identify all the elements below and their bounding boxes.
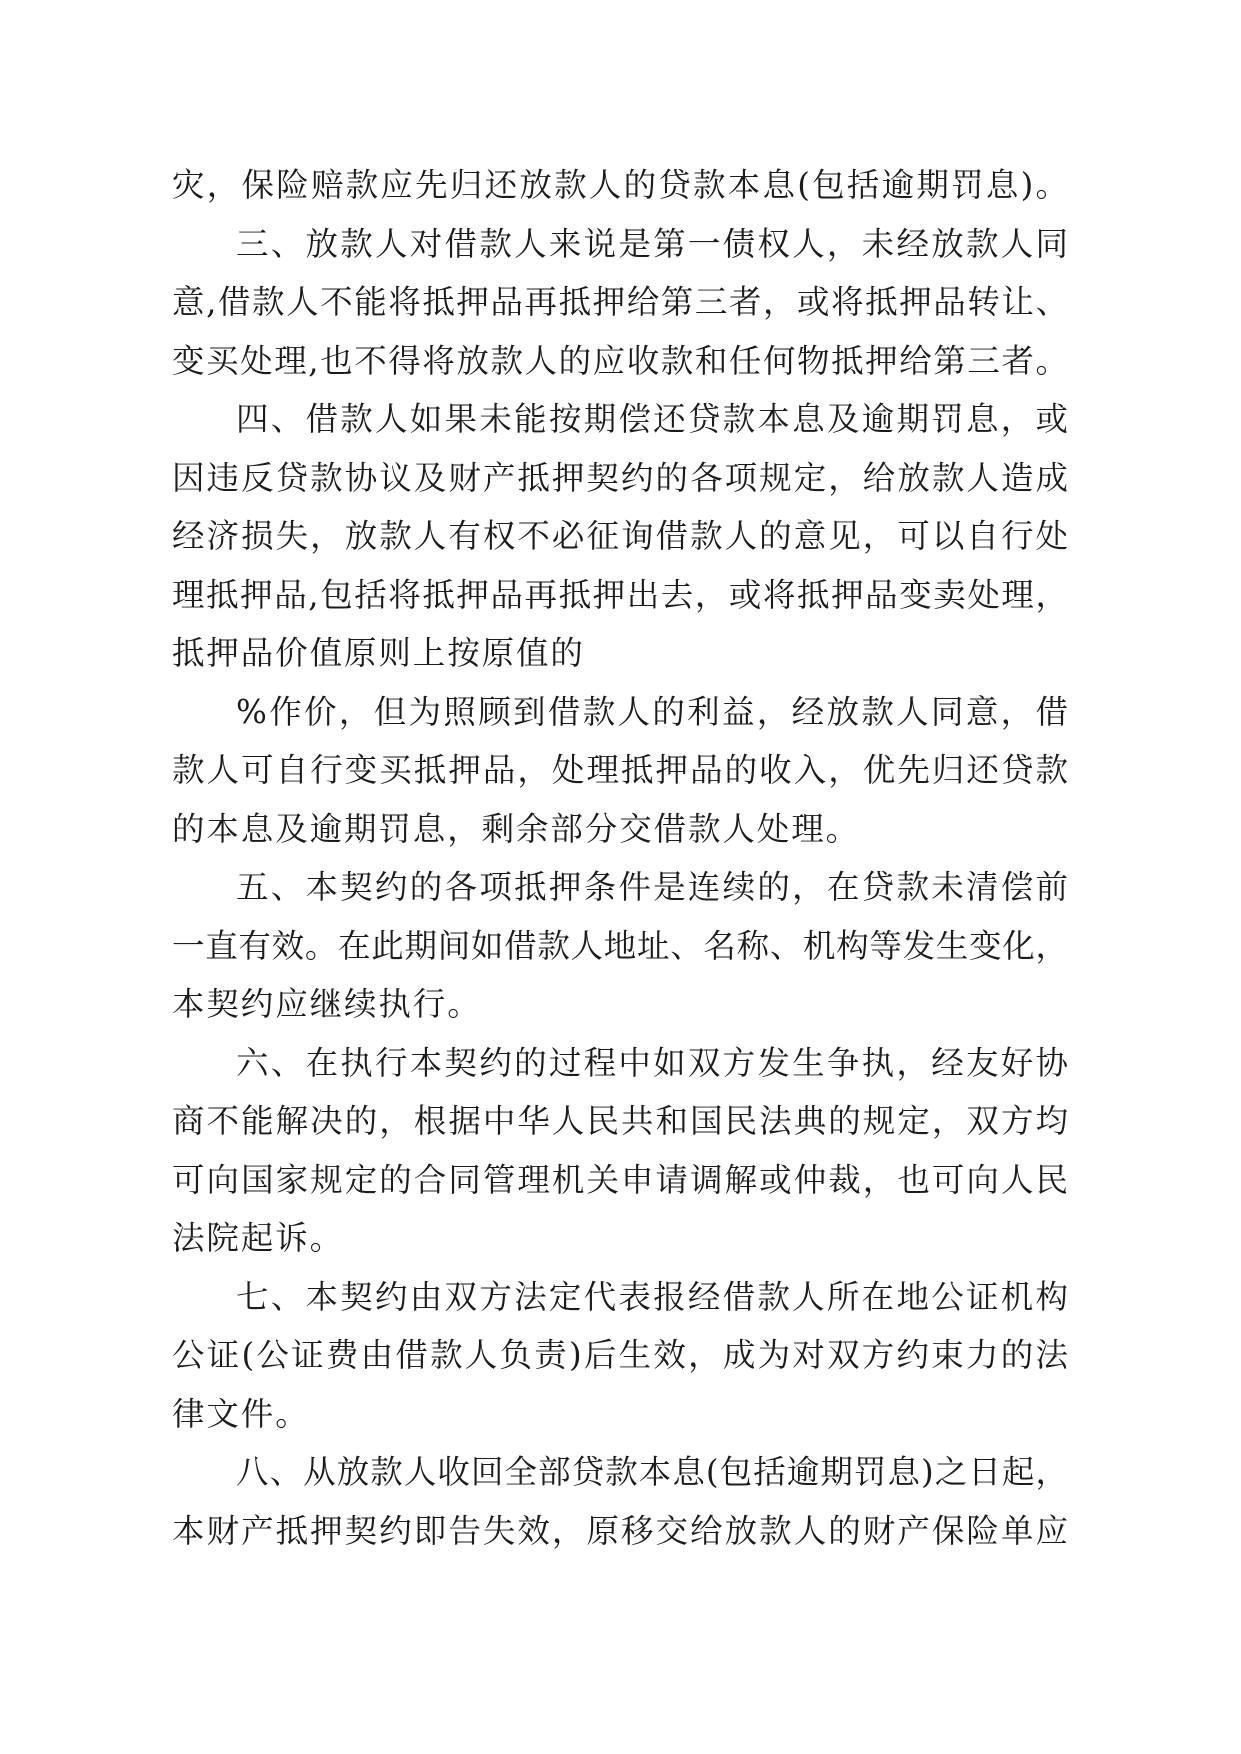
text-line: 三、放款人对借款人来说是第一债权人，未经放款人同: [236, 224, 1068, 263]
clause-eight: [172, 1443, 1068, 1560]
text-line: 变买处理,也不得将放款人的应收款和任何物抵押给第三者。: [172, 341, 1068, 380]
text-line: 可向国家规定的合同管理机关申请调解或仲裁，也可向人民: [172, 1160, 1068, 1199]
text-line: 公证(公证费由借款人负责)后生效，成为对双方约束力的法: [172, 1336, 1068, 1374]
text-line: 一直有效。在此期间如借款人地址、名称、机构等发生变化，: [172, 926, 1068, 965]
document-body: [172, 156, 1068, 1560]
text-line: 本契约应继续执行。: [172, 985, 482, 1023]
text-line: 灾，保险赔款应先归还放款人的贷款本息(包括逾期罚息)。: [172, 166, 1068, 204]
text-line: 五、本契约的各项抵押条件是连续的，在贷款未清偿前: [236, 868, 1068, 906]
text-line: 法院起诉。: [172, 1219, 345, 1257]
clause-four: [172, 390, 1068, 683]
text-line: 经济损失，放款人有权不必征询借款人的意见，可以自行处: [172, 517, 1068, 555]
text-line: 的本息及逾期罚息，剩余部分交借款人处理。: [172, 809, 861, 848]
text-line: 律文件。: [172, 1394, 310, 1433]
clause-seven: [172, 1268, 1068, 1444]
text-line: 因违反贷款协议及财产抵押契约的各项规定，给放款人造成: [172, 458, 1068, 497]
text-line: 四、借款人如果未能按期偿还贷款本息及逾期罚息，或: [236, 400, 1068, 438]
clause-four-continued: [172, 683, 1068, 859]
text-line: %作价，但为照顾到借款人的利益，经放款人同意，借: [236, 692, 1068, 731]
text-line: 抵押品价值原则上按原值的: [172, 634, 585, 672]
text-line: 商不能解决的，根据中华人民共和国民法典的规定，双方均: [172, 1102, 1068, 1140]
text-line: 七、本契约由双方法定代表报经借款人所在地公证机构: [236, 1277, 1068, 1316]
clause-three: [172, 215, 1068, 391]
text-line: 本财产抵押契约即告失效，原移交给放款人的财产保险单应: [172, 1511, 1068, 1550]
clause-six: [172, 1034, 1068, 1268]
text-line: 款人可自行变买抵押品，处理抵押品的收入，优先归还贷款: [172, 751, 1068, 789]
text-line: 理抵押品,包括将抵押品再抵押出去，或将抵押品变卖处理，: [172, 575, 1068, 614]
text-line: 意,借款人不能将抵押品再抵押给第三者，或将抵押品转让、: [172, 283, 1068, 321]
clause-continuation: [172, 156, 1068, 215]
text-line: 六、在执行本契约的过程中如双方发生争执，经友好协: [236, 1043, 1068, 1082]
clause-five: [172, 858, 1068, 1034]
text-line: 八、从放款人收回全部贷款本息(包括逾期罚息)之日起，: [236, 1453, 1068, 1491]
